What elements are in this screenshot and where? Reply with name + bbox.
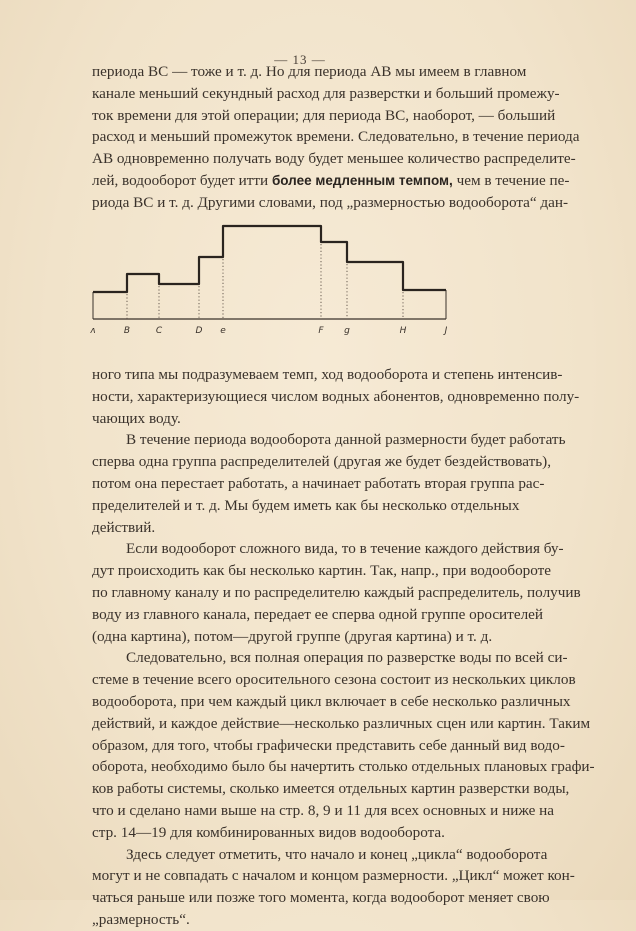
point-label-b: B [123,326,131,336]
text-line: воду из главного канала, передает ее сперва одной группе оросителей [92,605,544,623]
text-line: оборота, необходимо было бы начертить столько отдельных плановых графи- [92,758,595,776]
text-line: чаться раньше или позже того момента, когда водооборот меняет свою [92,889,550,907]
text-line: расход и меньший промежуток времени. Следовательно, в течение периода [92,128,580,146]
text-line: „размерность“. [92,910,190,928]
text-line: Следовательно, вся полная операция по разверстке воды по всей си- [126,649,568,667]
text-line: по главному каналу и по распределителю каждый распределитель, получив [92,583,581,601]
text-line: пределителей и т. д. Мы будем иметь как бы несколько отдельных [92,496,520,514]
text-line: ков работы системы, сколько имеется отдельных картин разверстки воды, [92,780,570,798]
text-fragment: чем в течение пе- [452,171,570,189]
point-label-c: C [155,326,163,336]
text-fragment: лей, водооборот будет итти [92,171,272,189]
text-line: стр. 14—19 для комбинированных видов водооборота. [92,823,445,841]
text-line: дут происходить как бы несколько картин. Так, напр., при водообороте [92,562,552,580]
page-number: — 13 — [274,52,326,67]
text-line: действий. [92,518,156,536]
paragraph [92,429,566,538]
bold-emphasis: более медленным темпом, [271,172,453,188]
point-label-e: e [220,326,226,336]
text-line: могут и не совпадать с началом и концом размерности. „Цикл“ может кон- [92,867,575,885]
text-line: водооборота, при чем каждый цикл включает в себе несколько различных [92,692,571,710]
point-label-g: g [344,326,350,336]
point-label-f: F [318,326,324,336]
text-line: (одна картина), потом—другой группе (другая картина) и т. д. [92,627,493,645]
point-label-h: H [399,326,407,336]
text-line: В течение периода водооборота данной размерности будет работать [126,431,566,449]
paragraph [92,364,580,429]
paragraph [92,538,581,647]
text-line: сперва одна группа распределителей (другая же будет бездействовать), [92,453,551,471]
text-line: риода ВС и т. д. Другими словами, под „размерностью водооборота“ дан- [92,193,569,211]
text-line: ности, характеризующиеся числом водных абонентов, одновременно полу- [92,387,580,405]
text-line: ного типа мы подразумеваем темп, ход водооборота и степень интенсив- [92,366,563,383]
text-line: периода ВС — тоже и т. д. Но для периода АВ мы имеем в главном [92,63,527,80]
point-label-a: ʌ [90,326,96,336]
text-line: АВ одновременно получать воду будет меньшее количество распределите- [92,150,576,168]
bottom-text [92,364,595,931]
paragraph [92,844,575,931]
text-line-with-emphasis [92,170,570,192]
text-line: Если водооборот сложного вида, то в течение каждого действия бу- [126,540,564,558]
paragraph [92,647,595,843]
point-label-j: J [444,326,448,336]
text-line: ток времени для этой операции; для периода ВС, наоборот, — больший [92,106,556,124]
text-line: образом, для того, чтобы графически представить себе данный вид водо- [92,736,565,754]
text-line: действий, и каждое действие—несколько различных сцен или картин. Таким [92,714,591,732]
text-line: что и сделано нами выше на стр. 8, 9 и 11 для всех основных и ниже на [92,801,555,819]
top-paragraph [92,61,580,214]
step-profile [93,226,446,292]
text-line: чающих воду. [92,409,181,427]
text-line: канале меньший секундный расход для разверстки и больший промежу- [92,84,560,102]
point-label-d: D [195,326,203,336]
text-line: стеме в течение всего оросительного сезона состоит из нескольких циклов [92,671,576,689]
text-line: Здесь следует отметить, что начало и конец „цикла“ водооборота [126,845,548,863]
text-line: потом она перестает работать, а начинает работать вторая группа рас- [92,474,545,492]
